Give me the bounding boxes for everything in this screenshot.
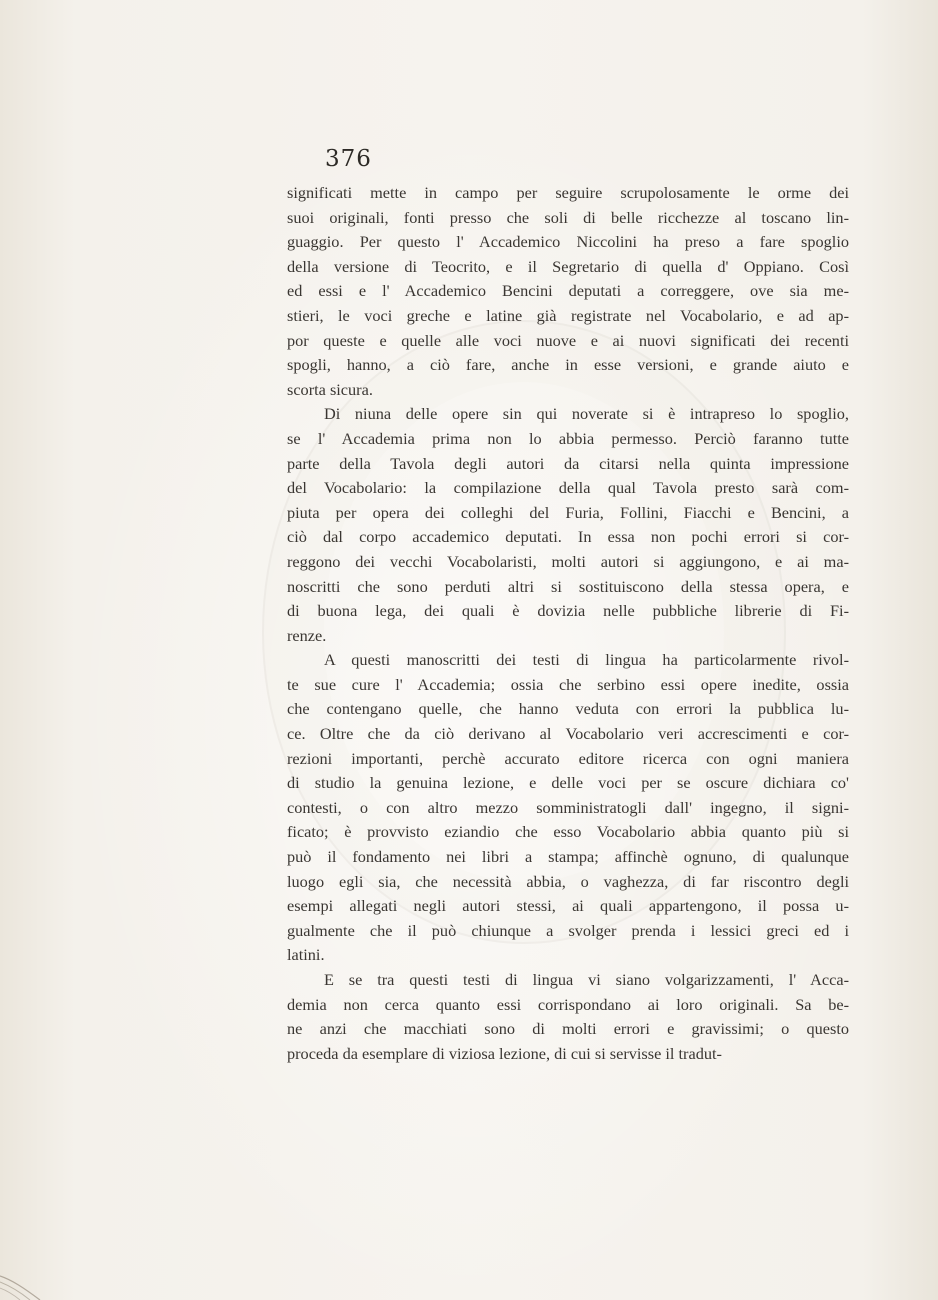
text-line: stieri, le voci greche e latine già registrate nel Vocabolario, e ad ap- xyxy=(287,305,849,325)
text-line: ficato; è provvisto eziandio che esso Vocabolario abbia quanto più si xyxy=(287,822,849,842)
text-line: suoi originali, fonti presso che soli di belle ricchezze al toscano lin- xyxy=(287,207,849,227)
text-line: piuta per opera dei colleghi del Furia, Follini, Fiacchi e Bencini, a xyxy=(287,502,849,522)
text-line: A questi manoscritti dei testi di lingua ha particolarmente rivol- xyxy=(324,650,849,670)
page-corner-stain xyxy=(0,1262,60,1300)
text-line: te sue cure l' Accademia; ossia che serbino essi opere inedite, ossia xyxy=(287,674,849,694)
text-line: latini. xyxy=(287,945,325,965)
text-line: ne anzi che macchiati sono di molti errori e gravissimi; o questo xyxy=(287,1019,849,1039)
text-line: reggono dei vecchi Vocabolaristi, molti autori si aggiungono, e ai ma- xyxy=(287,551,849,571)
text-line: può il fondamento nei libri a stampa; affinchè ognuno, di qualunque xyxy=(287,847,849,867)
text-line: proceda da esemplare di viziosa lezione, di cui si servisse il tradut- xyxy=(287,1043,722,1063)
text-line: significati mette in campo per seguire scrupolosamente le orme dei xyxy=(287,183,849,202)
page-number: 376 xyxy=(325,146,372,172)
text-line: guaggio. Per questo l' Accademico Niccolini ha preso a fare spoglio xyxy=(287,232,849,252)
text-line: parte della Tavola degli autori da citarsi nella quinta impressione xyxy=(287,453,849,473)
paragraph xyxy=(287,648,849,968)
text-line: ciò dal corpo accademico deputati. In essa non pochi errori si cor- xyxy=(287,527,849,547)
text-line: del Vocabolario: la compilazione della qual Tavola presto sarà com- xyxy=(287,478,849,498)
paragraph xyxy=(287,402,849,648)
paragraph xyxy=(287,968,849,1066)
text-line: Di niuna delle opere sin qui noverate si è intrapreso lo spoglio, xyxy=(324,404,849,424)
text-line: E se tra questi testi di lingua vi siano volgarizzamenti, l' Acca- xyxy=(324,970,849,989)
text-line: contesti, o con altro mezzo somministratogli dall' ingegno, il signi- xyxy=(287,797,849,817)
text-line: di studio la genuina lezione, e delle voci per se oscure dichiara co' xyxy=(287,773,849,793)
text-line: di buona lega, dei quali è dovizia nelle pubbliche librerie di Fi- xyxy=(287,601,849,621)
paragraph xyxy=(287,181,849,402)
text-line: della versione di Teocrito, e il Segretario di quella d' Oppiano. Così xyxy=(287,256,849,276)
text-line: se l' Accademia prima non lo abbia permesso. Perciò faranno tutte xyxy=(287,428,849,448)
text-line: ed essi e l' Accademico Bencini deputati a correggere, ove sia me- xyxy=(287,281,849,301)
text-line: por queste e quelle alle voci nuove e ai nuovi significati dei recenti xyxy=(287,330,849,350)
body-text xyxy=(287,181,849,1066)
text-line: demia non cerca quanto essi corrispondano ai loro originali. Sa be- xyxy=(287,994,849,1014)
text-line: che contengano quelle, che hanno veduta con errori la pubblica lu- xyxy=(287,699,849,719)
text-line: esempi allegati negli autori stessi, ai quali appartengono, il possa u- xyxy=(287,896,849,916)
text-line: luogo egli sia, che necessità abbia, o vaghezza, di far riscontro degli xyxy=(287,871,849,891)
text-line: renze. xyxy=(287,625,327,645)
text-line: gualmente che il può chiunque a svolger prenda i lessici greci ed i xyxy=(287,920,849,940)
text-line: noscritti che sono perduti altri si sostituiscono della stessa opera, e xyxy=(287,576,849,596)
text-line: scorta sicura. xyxy=(287,379,373,399)
text-line: ce. Oltre che da ciò derivano al Vocabolario veri accrescimenti e cor- xyxy=(287,724,849,744)
text-line: spogli, hanno, a ciò fare, anche in esse versioni, e grande aiuto e xyxy=(287,355,849,375)
text-line: rezioni importanti, perchè accurato editore ricerca con ogni maniera xyxy=(287,748,849,768)
